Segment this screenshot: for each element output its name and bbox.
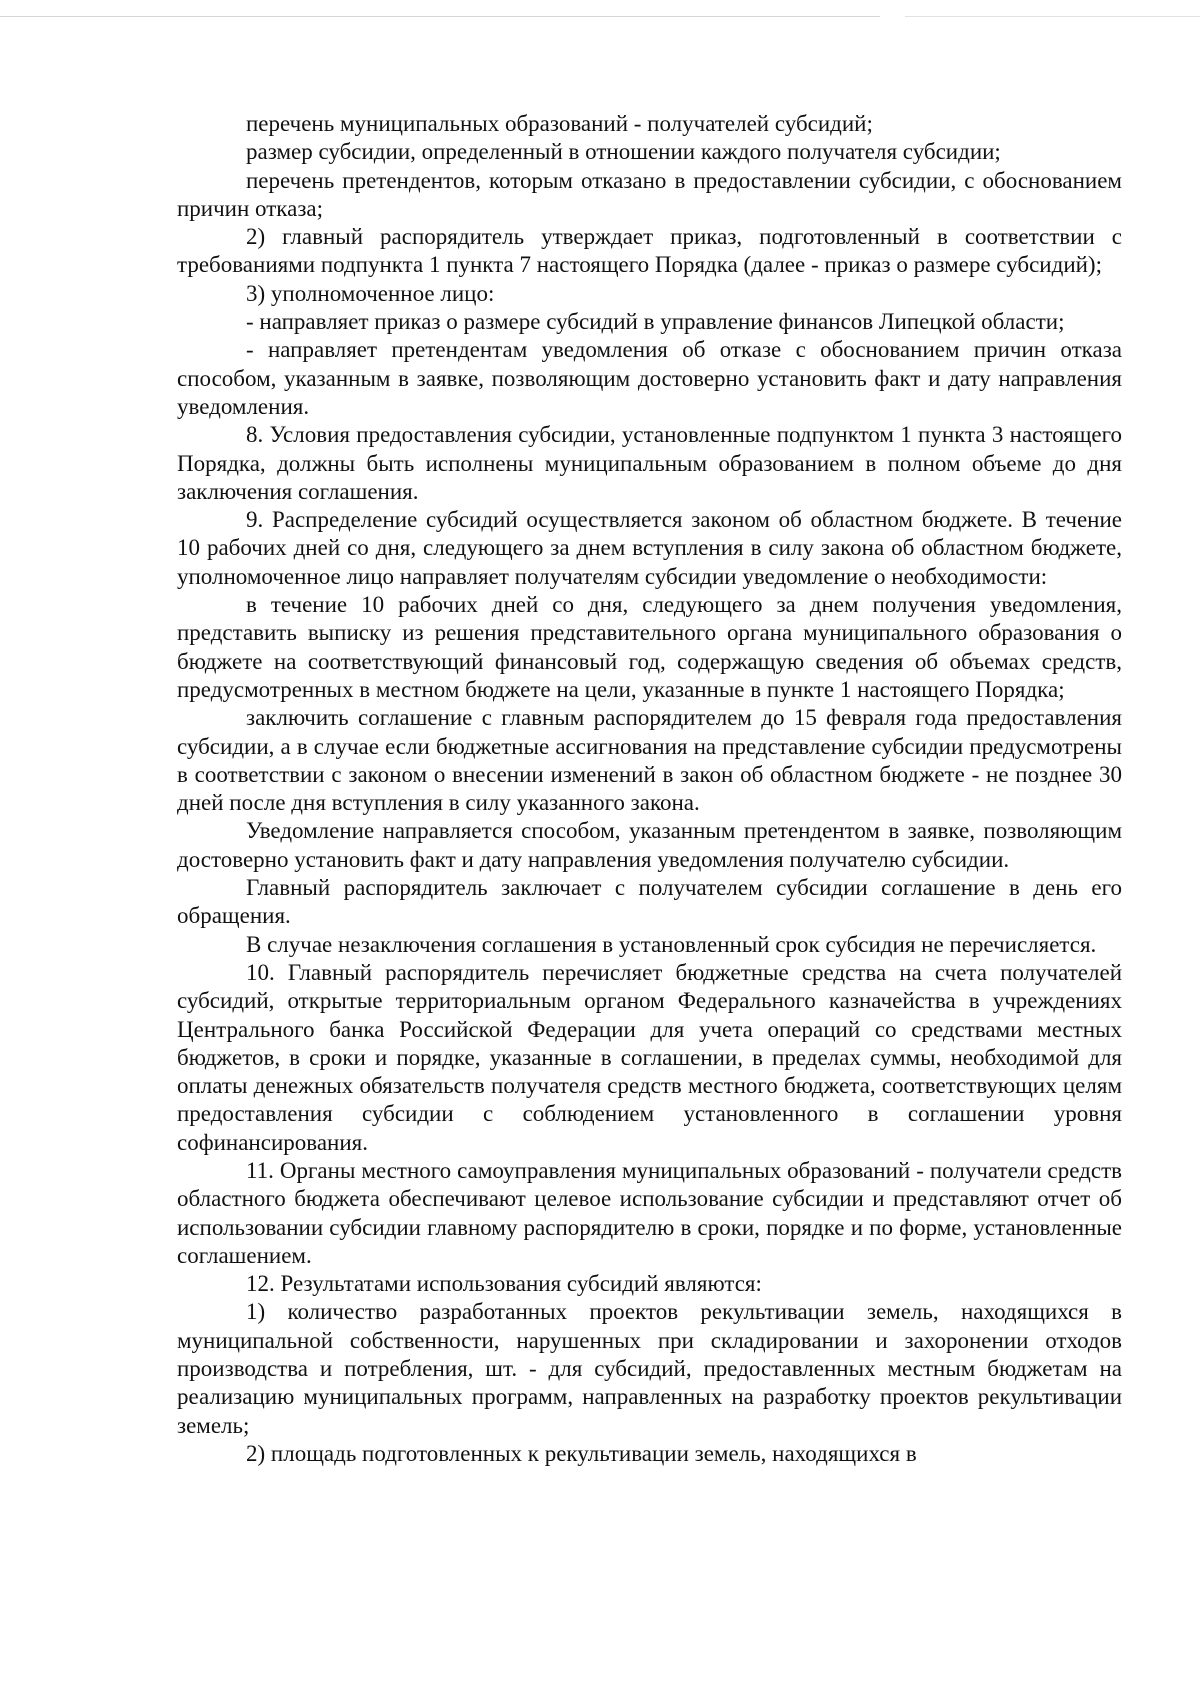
paragraph: В случае незаключения соглашения в установленный срок субсидия не перечисляется. — [246, 931, 1097, 957]
paragraph: перечень претендентов, которым отказано в предоставлении субсидии, с обоснованием причин отказа; — [177, 167, 1122, 221]
paragraph: Главный распорядитель заключает с получателем субсидии соглашение в день его обращения. — [177, 875, 1122, 929]
paragraph: 11. Органы местного самоуправления муниципальных образований - получатели средств областного бюджета обеспечивают целевое использование субсидии и представляют отчет об использовании субсидии главному распорядителю в сроки, порядке и по форме, установленные соглашением. — [177, 1157, 1122, 1268]
paragraph: 2) главный распорядитель утверждает приказ, подготовленный в соответствии с требованиями подпункта 1 пункта 7 настоящего Порядка (далее - приказ о размере субсидий); — [177, 224, 1122, 278]
paragraph: заключить соглашение с главным распорядителем до 15 февраля года предоставления субсидии, а в случае если бюджетные ассигнования на представление субсидии предусмотрены в соответствии с законом о внесении изменений в закон об областном бюджете - не позднее 30 дней после дня вступления в силу указанного закона. — [177, 705, 1122, 816]
paragraph: 10. Главный распорядитель перечисляет бюджетные средства на счета получателей субсидий, открытые территориальным органом Федерального казначейства в учреждениях Центрального банка Российской Федерации для учета операций со средствами местных бюджетов, в сроки и порядке, указанные в соглашении, в пределах суммы, необходимой для оплаты денежных обязательств получателя средств местного бюджета, соответствующих целям предоставления субсидии с соблюдением установленного в соглашении уровня софинансирования. — [177, 959, 1122, 1155]
paragraph: в течение 10 рабочих дней со дня, следующего за днем получения уведомления, представить выписку из решения представительного органа муниципального образования о бюджете на соответствующий финансовый год, содержащую сведения об объемах средств, предусмотренных в местном бюджете на цели, указанные в пункте 1 настоящего Порядка; — [177, 592, 1122, 702]
scan-edge-line — [0, 16, 880, 17]
paragraph: 9. Распределение субсидий осуществляется законом об областном бюджете. В течение 10 рабочих дней со дня, следующего за днем вступления в силу закона об областном бюджете, уполномоченное лицо направляет получателям субсидии уведомление о необходимости: — [177, 507, 1122, 589]
paragraph: размер субсидии, определенный в отношении каждого получателя субсидии; — [246, 139, 1001, 165]
paragraph: 1) количество разработанных проектов рекультивации земель, находящихся в муниципальной собственности, нарушенных при складировании и захоронении отходов производства и потребления, шт. - для субсидий, предоставленных местным бюджетам на реализацию муниципальных программ, направленных на разработку проектов рекультивации земель; — [177, 1299, 1122, 1438]
paragraph: 8. Условия предоставления субсидии, установленные подпунктом 1 пункта 3 настоящего Порядка, должны быть исполнены муниципальным образованием в полном объеме до дня заключения соглашения. — [177, 422, 1122, 504]
paragraph: 2) площадь подготовленных к рекультивации земель, находящихся в — [246, 1440, 917, 1466]
paragraph: перечень муниципальных образований - получателей субсидий; — [246, 111, 873, 136]
paragraph: - направляет приказ о размере субсидий в управление финансов Липецкой области; — [246, 309, 1065, 335]
document-body — [177, 110, 1122, 1468]
paragraph: Уведомление направляется способом, указанным претендентом в заявке, позволяющим достоверно установить факт и дату направления уведомления получателю субсидии. — [177, 818, 1122, 872]
paragraph: 12. Результатами использования субсидий являются: — [246, 1271, 762, 1297]
paragraph: - направляет претендентам уведомления об отказе с обоснованием причин отказа способом, указанным в заявке, позволяющим достоверно установить факт и дату направления уведомления. — [177, 337, 1122, 419]
paragraph: 3) уполномоченное лицо: — [246, 280, 495, 306]
scan-edge-line — [905, 16, 1200, 17]
